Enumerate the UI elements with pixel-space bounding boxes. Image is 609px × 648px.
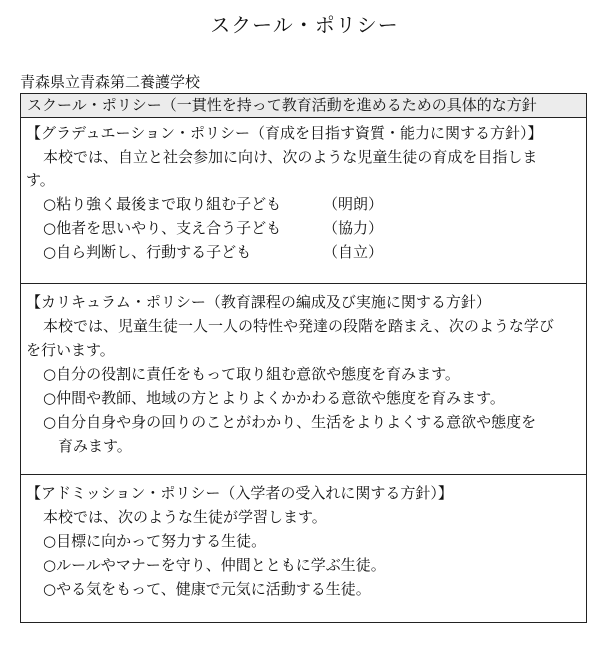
list-item-note: （自立） — [323, 243, 384, 261]
graduation-intro-line2: す。 — [26, 171, 55, 189]
policy-table — [20, 93, 587, 623]
graduation-intro-line1: 本校では、自立と社会参加に向け、次のような児童生徒の育成を目指しま — [43, 148, 538, 166]
list-item: ○ルールやマナーを守り、仲間とともに学ぶ生徒。 — [43, 556, 386, 574]
curriculum-intro-line1: 本校では、児童生徒一人一人の特性や発達の段階を踏まえ、次のような学び — [43, 317, 554, 335]
graduation-policy-heading: 【グラデュエーション・ポリシー（育成を目指す資質・能力に関する方針）】 — [26, 124, 543, 142]
school-name: 青森県立青森第二養護学校 — [20, 73, 201, 91]
curriculum-policy-heading: 【カリキュラム・ポリシー（教育課程の編成及び実施に関する方針） — [26, 293, 491, 311]
list-item-continuation: 育みます。 — [58, 437, 132, 455]
admission-policy-heading: 【アドミッション・ポリシー（入学者の受入れに関する方針）】 — [26, 484, 453, 502]
list-item: ○自ら判断し、行動する子ども — [43, 243, 252, 261]
list-item: ○自分の役割に責任をもって取り組む意欲や態度を育みます。 — [43, 365, 460, 383]
curriculum-intro-line2: を行います。 — [26, 341, 115, 359]
list-item: ○粘り強く最後まで取り組む子ども — [43, 195, 282, 213]
list-item: ○他者を思いやり、支え合う子ども — [43, 219, 282, 237]
list-item-note: （明朗） — [323, 195, 384, 213]
list-item: ○仲間や教師、地域の方とよりよくかかわる意欲や態度を育みます。 — [43, 389, 505, 407]
list-item-note: （協力） — [323, 219, 384, 237]
list-item: ○やる気をもって、健康で元気に活動する生徒。 — [43, 580, 371, 598]
admission-intro: 本校では、次のような生徒が学習します。 — [43, 508, 327, 526]
curriculum-policy-section — [21, 284, 586, 475]
list-item: ○自分自身や身の回りのことがわかり、生活をよりよくする意欲や態度を — [43, 413, 537, 431]
graduation-policy-section — [21, 118, 586, 284]
list-item: ○目標に向かって努力する生徒。 — [43, 532, 267, 550]
table-header: スクール・ポリシー（一貫性を持って教育活動を進めるための具体的な方針 — [21, 94, 586, 118]
admission-policy-section — [21, 475, 586, 622]
page-title: スクール・ポリシー — [210, 13, 399, 37]
